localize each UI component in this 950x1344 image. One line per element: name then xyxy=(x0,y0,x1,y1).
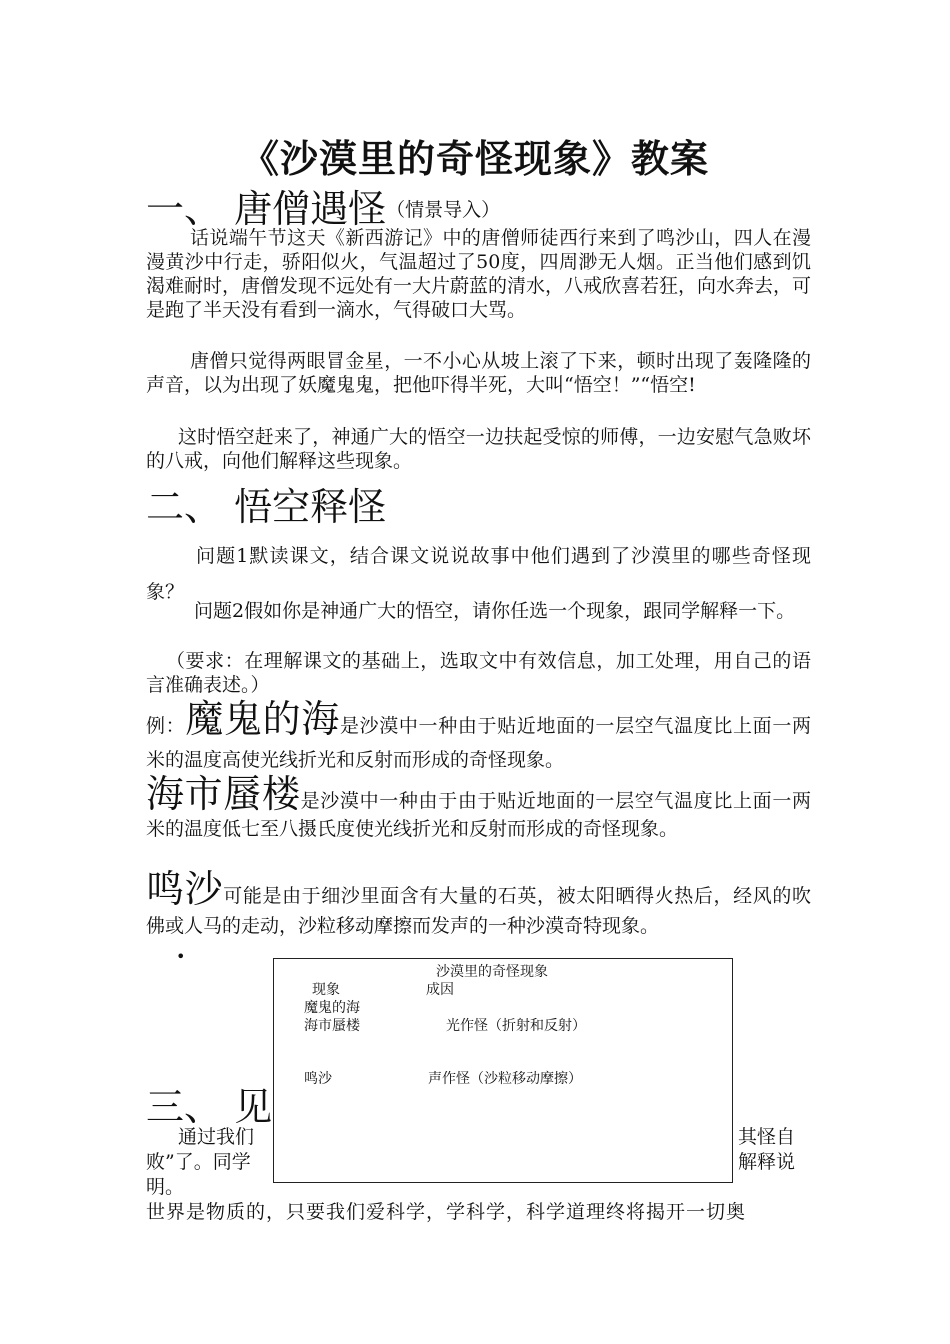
example-1 xyxy=(146,697,811,777)
example-3-term: 鸣沙 xyxy=(146,867,224,911)
phenomena-table-box xyxy=(273,958,733,1183)
section3-line1-right: 其怪自 xyxy=(738,1126,796,1148)
example-1-term: 魔鬼的海 xyxy=(185,697,340,741)
section3-line2-left: 败”了。同学 xyxy=(146,1151,251,1173)
table-row1-phenomenon: 魔鬼的海 xyxy=(304,1000,360,1016)
section3-line3: 明。 xyxy=(146,1176,185,1198)
section2-heading: 二、 悟空释怪 xyxy=(146,485,387,529)
question-1: 问题1默读课文，结合课文说说故事中他们遇到了沙漠里的哪些奇怪现象？ xyxy=(146,545,811,603)
question-2: 问题2假如你是神通广大的悟空，请你任选一个现象，跟同学解释一下。 xyxy=(194,600,796,622)
document-title: 《沙漠里的奇怪现象》教案 xyxy=(240,136,709,181)
table-row2-phenomenon: 海市蜃楼 xyxy=(304,1018,360,1034)
example-prefix: 例： xyxy=(146,715,186,737)
section1-paragraph-3: 这时悟空赶来了，神通广大的悟空一边扶起受惊的师傅，一边安慰气急败坏的八戒，向他们解释这些现象。 xyxy=(146,426,811,472)
table-row3-phenomenon: 鸣沙 xyxy=(304,1071,332,1087)
list-bullet: • xyxy=(176,947,186,966)
section1-heading-text: 一、 唐僧遇怪 xyxy=(146,187,387,231)
example-2 xyxy=(146,772,811,843)
section3-line4: 世界是物质的，只要我们爱科学，学科学，科学道理终将揭开一切奥 xyxy=(146,1201,747,1223)
example-2-text: 是沙漠中一种由于由于贴近地面的一层空气温度比上面一两米的温度低七至八摄氏度使光线折光和反射而形成的奇怪现象。 xyxy=(146,790,811,840)
section1-paragraph-1: 话说端午节这天《新西游记》中的唐僧师徒西行来到了鸣沙山，四人在漫漫黄沙中行走，骄阳似火，气温超过了50度，四周渺无人烟。正当他们感到饥渴难耐时，唐僧发现不远处有一大片蔚蓝的清水，八戒欣喜若狂，向水奔去，可是跑了半天没有看到一滴水，气得破口大骂。 xyxy=(146,227,812,321)
example-3-text: 可能是由于细沙里面含有大量的石英，被太阳晒得火热后，经风的吹佛或人马的走动，沙粒移动摩擦而发声的一种沙漠奇特现象。 xyxy=(146,885,811,937)
section3-heading: 三、 见 xyxy=(146,1085,273,1129)
section3-line1-left: 通过我们 xyxy=(178,1126,255,1148)
section3-line2-right: 解释说 xyxy=(738,1151,796,1173)
table-header-phenomenon: 现象 xyxy=(312,982,340,998)
table-row2-cause: 光作怪（折射和反射） xyxy=(446,1018,586,1034)
example-3 xyxy=(146,867,811,941)
table-header-cause: 成因 xyxy=(426,982,454,998)
table-row3-cause: 声作怪（沙粒移动摩擦） xyxy=(428,1071,582,1087)
example-1-text: 是沙漠中一种由于贴近地面的一层空气温度比上面一两米的温度高使光线折光和反射而形成的奇怪现象。 xyxy=(146,715,811,771)
example-2-term: 海市蜃楼 xyxy=(146,772,301,816)
section1-heading xyxy=(146,178,500,233)
section1-subheading: （情景导入） xyxy=(386,199,501,221)
table-title: 沙漠里的奇怪现象 xyxy=(436,964,548,980)
requirement-note: （要求：在理解课文的基础上，选取文中有效信息，加工处理，用自己的语言准确表述。） xyxy=(146,650,811,696)
section1-paragraph-2: 唐僧只觉得两眼冒金星，一不小心从坡上滚了下来，顿时出现了轰隆隆的声音，以为出现了妖魔鬼鬼，把他吓得半死，大叫“悟空！”“悟空! xyxy=(146,350,811,396)
